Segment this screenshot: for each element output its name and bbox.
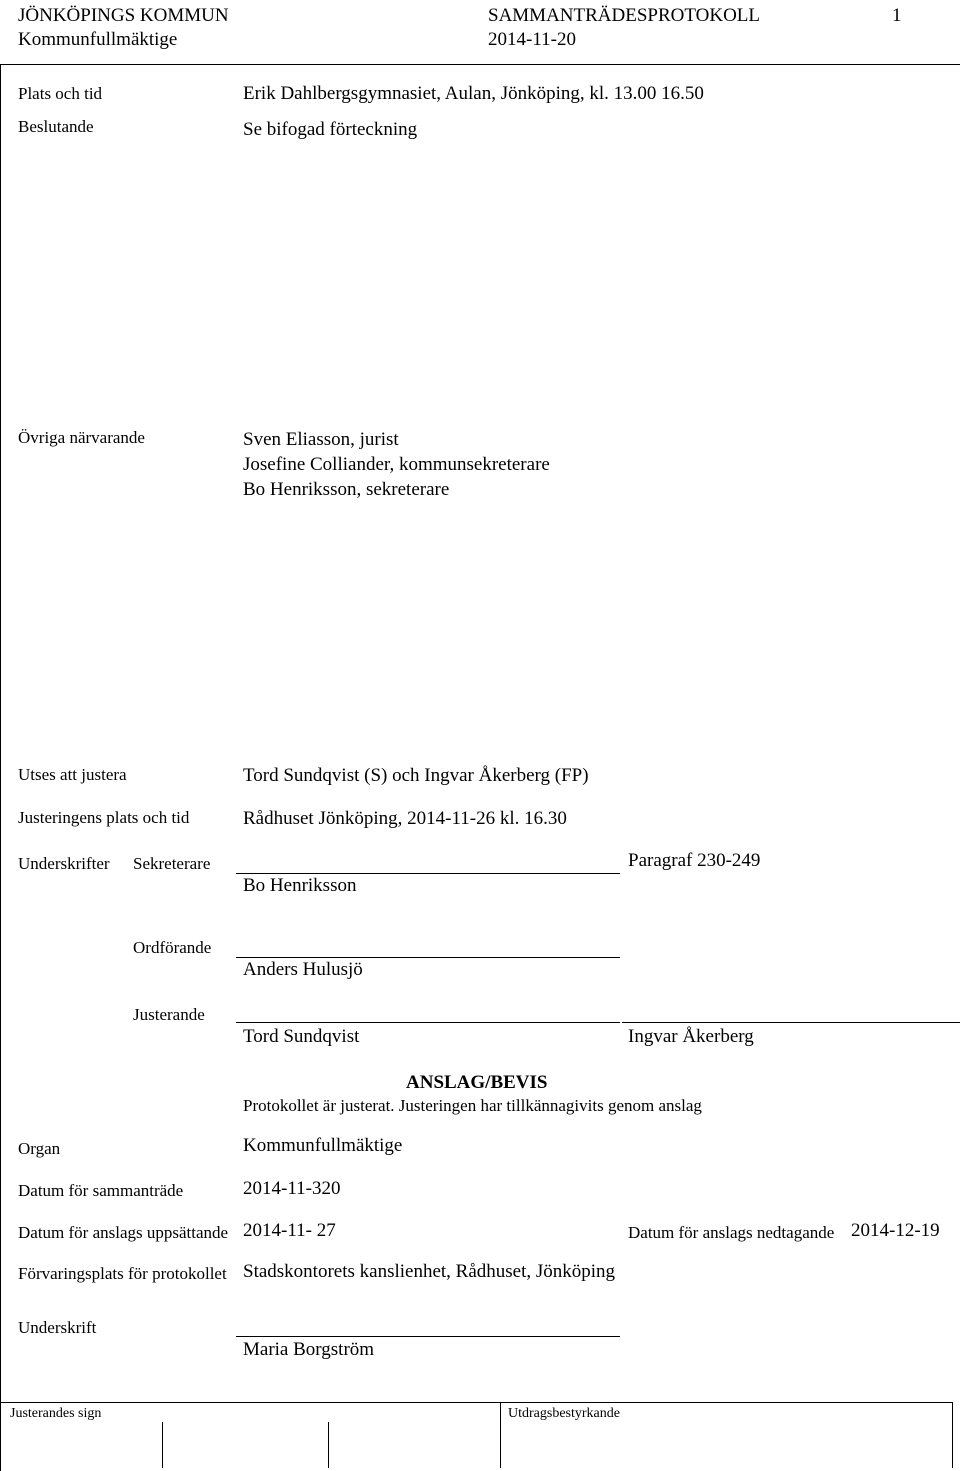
body-name: Kommunfullmäktige [18,29,178,50]
decision-makers-value: Se bifogad förteckning [243,119,418,140]
sign-box-divider [162,1422,163,1468]
secretary-name: Bo Henriksson [243,875,357,896]
signature-label: Underskrift [18,1318,97,1337]
adjusters-sign-label: Justerandes sign [10,1406,102,1421]
notice-text: Protokollet är justerat. Justeringen har tillkännagivits genom anslag [243,1096,702,1115]
others-item: Sven Eliasson, jurist [243,429,399,450]
decision-makers-label: Beslutande [18,117,94,136]
adjusters-label: Utses att justera [18,765,127,784]
meeting-date: 2014-11-20 [488,29,576,50]
removal-date-label: Datum för anslags nedtagande [628,1223,835,1242]
place-label: Plats och tid [18,84,103,103]
registrar-signature-line [236,1336,620,1337]
doc-type: SAMMANTRÄDESPROTOKOLL [488,5,761,26]
organ-label: Organ [18,1139,61,1158]
meeting-date-label: Datum för sammanträde [18,1181,184,1200]
adjuster-1-name: Tord Sundqvist [243,1026,360,1047]
adjuster-label: Justerande [133,1005,205,1024]
others-item: Josefine Colliander, kommunsekreterare [243,454,550,475]
secretary-signature-line [236,873,620,874]
paragraphs: Paragraf 230-249 [628,850,761,871]
posting-date-label: Datum för anslags uppsättande [18,1223,229,1242]
adjuster-signature-line-1 [236,1022,620,1023]
chair-label: Ordförande [133,938,212,957]
adjust-place-label: Justeringens plats och tid [18,808,190,827]
meeting-date-value: 2014-11-320 [243,1178,341,1199]
others-label: Övriga närvarande [18,428,145,447]
place-value: Erik Dahlbergsgymnasiet, Aulan, Jönköping, kl. 13.00 16.50 [243,83,704,104]
organ-value: Kommunfullmäktige [243,1135,403,1156]
footer-top-rule [0,1402,953,1403]
header-divider [0,64,960,65]
adjust-place-value: Rådhuset Jönköping, 2014-11-26 kl. 16.30 [243,808,567,829]
org-name: JÖNKÖPINGS KOMMUN [18,5,229,26]
adjuster-2-name: Ingvar Åkerberg [628,1026,754,1047]
signature-name: Maria Borgström [243,1339,375,1360]
footer-right-border [952,1402,953,1468]
adjusters-value: Tord Sundqvist (S) och Ingvar Åkerberg (FP) [243,765,589,786]
adjuster-signature-line-2 [622,1022,960,1023]
secretary-label: Sekreterare [133,854,211,873]
chair-name: Anders Hulusjö [243,959,363,980]
removal-date-value: 2014-12-19 [851,1220,940,1241]
certified-by-label: Utdragsbestyrkande [508,1406,620,1421]
page-left-border [0,64,1,1471]
notice-title: ANSLAG/BEVIS [406,1072,548,1093]
posting-date-value: 2014-11- 27 [243,1220,336,1241]
storage-value: Stadskontorets kanslienhet, Rådhuset, Jönköping [243,1261,616,1282]
footer-divider [500,1402,501,1468]
chair-signature-line [236,957,620,958]
sign-box-divider [328,1422,329,1468]
others-item: Bo Henriksson, sekreterare [243,479,450,500]
page-number: 1 [892,5,902,26]
signatures-label: Underskrifter [18,854,110,873]
storage-label: Förvaringsplats för protokollet [18,1264,227,1283]
